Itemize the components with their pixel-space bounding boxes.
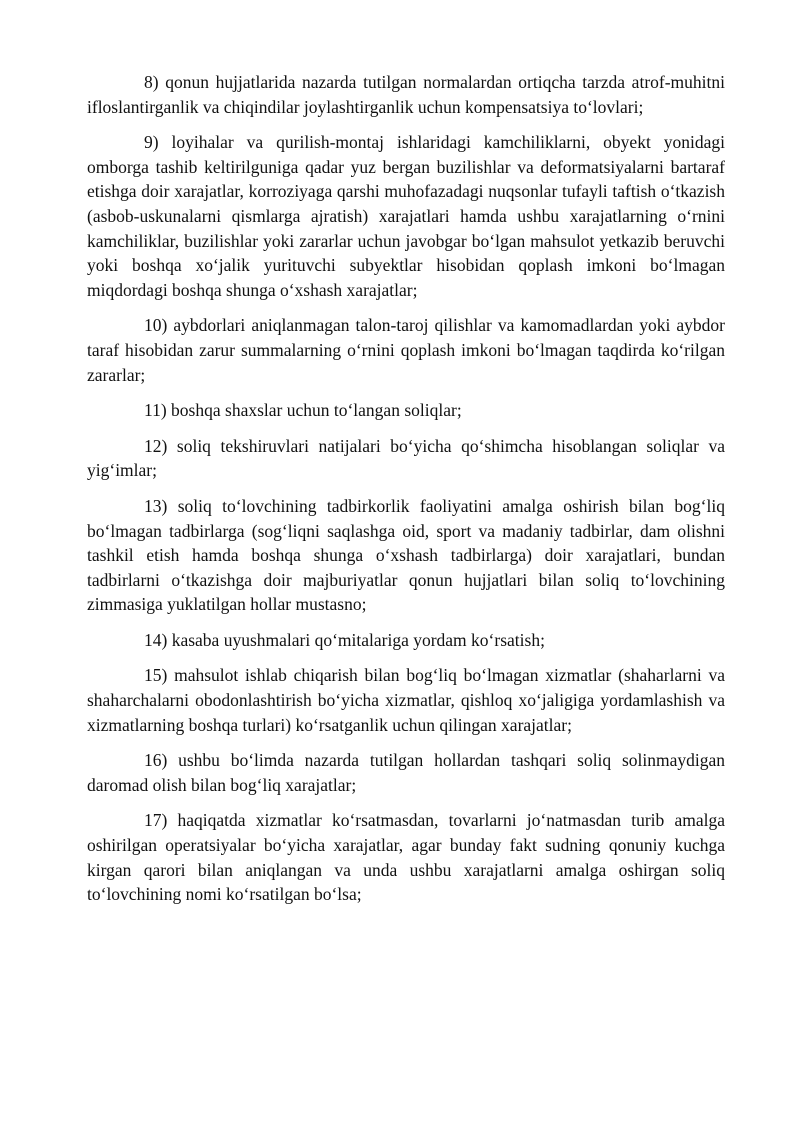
- paragraph-item-14: 14) kasaba uyushmalari qo‘mitalariga yordam ko‘rsatish;: [144, 629, 545, 650]
- paragraph-item-15: 15) mahsulot ishlab chiqarish bilan bog‘liq bo‘lmagan xizmatlar (shaharlarni va shaharchalarni obodonlashtirish bo‘yicha xizmatlar, qishloq xo‘jaligiga yordamlashish va xizmatlarning boshqa turlari) ko‘rsatganlik uchun qilingan xarajatlar;: [87, 665, 725, 735]
- paragraph-item-8: 8) qonun hujjatlarida nazarda tutilgan normalardan ortiqcha tarzda atrof-muhitni ifloslantirganlik va chiqindilar joylashtirganlik uchun kompensatsiya to‘lovlari;: [87, 72, 725, 117]
- paragraph-item-11: 11) boshqa shaxslar uchun to‘langan soliqlar;: [144, 400, 462, 421]
- paragraph-item-9: 9) loyihalar va qurilish-montaj ishlaridagi kamchiliklarni, obyekt yonidagi omborga tashib keltirilguniga qadar yuz bergan buzilishlar va deformatsiyalarni bartaraf etishga doir xarajatlar, korroziyaga qarshi muhofazadagi nuqsonlar tufayli taftish o‘tkazish (asbob-uskunalarni qismlarga ajratish) xarajatlari hamda ushbu xarajatlarning o‘rnini kamchiliklar, buzilishlar yoki zararlar uchun javobgar bo‘lgan mahsulot yetkazib beruvchi yoki boshqa xo‘jalik yurituvchi subyektlar hisobidan qoplash imkoni bo‘lmagan miqdordagi boshqa shunga o‘xshash xarajatlar;: [87, 132, 725, 300]
- paragraph-item-16: 16) ushbu bo‘limda nazarda tutilgan hollardan tashqari soliq solinmaydigan daromad olish bilan bog‘liq xarajatlar;: [87, 750, 725, 795]
- document-page: [87, 70, 725, 918]
- paragraph-item-13: 13) soliq to‘lovchining tadbirkorlik faoliyatini amalga oshirish bilan bog‘liq bo‘lmagan tadbirlarga (sog‘liqni saqlashga oid, sport va madaniy tadbirlar, dam olishni tashkil etish hamda boshqa shunga o‘xshash tadbirlarga) doir xarajatlari, bundan tadbirlarni o‘tkazishga doir majburiyatlar qonun hujjatlari bilan soliq to‘lovchining zimmasiga yuklatilgan hollar mustasno;: [87, 495, 725, 615]
- paragraph-item-12: 12) soliq tekshiruvlari natijalari bo‘yicha qo‘shimcha hisoblangan soliqlar va yig‘imlar;: [87, 435, 725, 481]
- paragraph-item-10: 10) aybdorlari aniqlanmagan talon-taroj qilishlar va kamomadlardan yoki aybdor taraf hisobidan zarur summalarning o‘rnini qoplash imkoni bo‘lmagan taqdirda ko‘rilgan zararlar;: [87, 315, 725, 385]
- paragraph-item-17: 17) haqiqatda xizmatlar ko‘rsatmasdan, tovarlarni jo‘natmasdan turib amalga oshirilgan operatsiyalar bo‘yicha xarajatlar, agar bunday fakt sudning qonuniy kuchga kirgan qarori bilan aniqlangan va unda ushbu xarajatlarni amalga oshirgan soliq to‘lovchining nomi ko‘rsatilgan bo‘lsa;: [87, 810, 725, 905]
